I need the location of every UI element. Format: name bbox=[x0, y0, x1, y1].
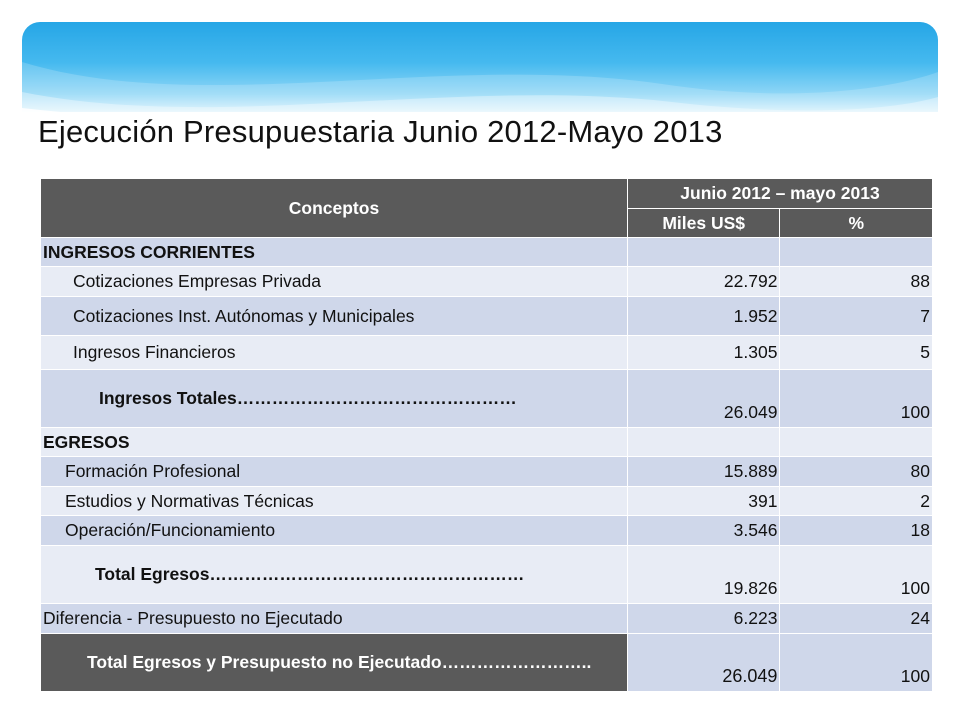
header-banner bbox=[22, 22, 938, 112]
row-percent: 5 bbox=[780, 336, 933, 370]
table-row bbox=[41, 370, 933, 428]
row-label: Estudios y Normativas Técnicas bbox=[41, 487, 628, 516]
row-label: Total Egresos……………………………………………… bbox=[41, 546, 628, 604]
row-amount bbox=[627, 238, 780, 267]
wave-decoration bbox=[22, 22, 938, 112]
header-concepts: Conceptos bbox=[41, 179, 628, 238]
row-percent: 88 bbox=[780, 267, 933, 297]
row-percent bbox=[780, 428, 933, 457]
row-amount: 22.792 bbox=[627, 267, 780, 297]
row-amount: 3.546 bbox=[627, 516, 780, 546]
row-percent: 100 bbox=[780, 370, 933, 428]
row-amount: 19.826 bbox=[627, 546, 780, 604]
table-row bbox=[41, 604, 933, 634]
row-label: Ingresos Financieros bbox=[41, 336, 628, 370]
budget-table bbox=[40, 178, 933, 692]
row-percent: 100 bbox=[780, 634, 933, 692]
row-label: Cotizaciones Empresas Privada bbox=[41, 267, 628, 297]
table-row bbox=[41, 336, 933, 370]
row-percent: 24 bbox=[780, 604, 933, 634]
row-label: Formación Profesional bbox=[41, 457, 628, 487]
table-row bbox=[41, 238, 933, 267]
row-percent: 7 bbox=[780, 297, 933, 336]
page-title: Ejecución Presupuestaria Junio 2012-Mayo 2013 bbox=[38, 114, 723, 149]
row-amount bbox=[627, 428, 780, 457]
row-label: Diferencia - Presupuesto no Ejecutado bbox=[41, 604, 628, 634]
row-label: Operación/Funcionamiento bbox=[41, 516, 628, 546]
row-amount: 391 bbox=[627, 487, 780, 516]
row-amount: 1.305 bbox=[627, 336, 780, 370]
table-row bbox=[41, 267, 933, 297]
row-percent: 80 bbox=[780, 457, 933, 487]
row-percent: 18 bbox=[780, 516, 933, 546]
row-amount: 26.049 bbox=[627, 370, 780, 428]
row-amount: 6.223 bbox=[627, 604, 780, 634]
row-amount: 26.049 bbox=[627, 634, 780, 692]
row-percent: 100 bbox=[780, 546, 933, 604]
row-amount: 1.952 bbox=[627, 297, 780, 336]
row-label: Cotizaciones Inst. Autónomas y Municipales bbox=[41, 297, 628, 336]
table-row bbox=[41, 487, 933, 516]
header-period: Junio 2012 – mayo 2013 bbox=[627, 179, 932, 209]
header-amount: Miles US$ bbox=[627, 209, 780, 238]
row-label: Total Egresos y Presupuesto no Ejecutado…………………….. bbox=[41, 634, 628, 692]
row-amount: 15.889 bbox=[627, 457, 780, 487]
table-row bbox=[41, 457, 933, 487]
row-label: INGRESOS CORRIENTES bbox=[41, 238, 628, 267]
table-row bbox=[41, 516, 933, 546]
header-percent: % bbox=[780, 209, 933, 238]
row-percent: 2 bbox=[780, 487, 933, 516]
row-label: Ingresos Totales………………………………………… bbox=[41, 370, 628, 428]
table-row bbox=[41, 634, 933, 692]
table-row bbox=[41, 297, 933, 336]
row-percent bbox=[780, 238, 933, 267]
row-label: EGRESOS bbox=[41, 428, 628, 457]
table-row bbox=[41, 428, 933, 457]
table-row bbox=[41, 546, 933, 604]
